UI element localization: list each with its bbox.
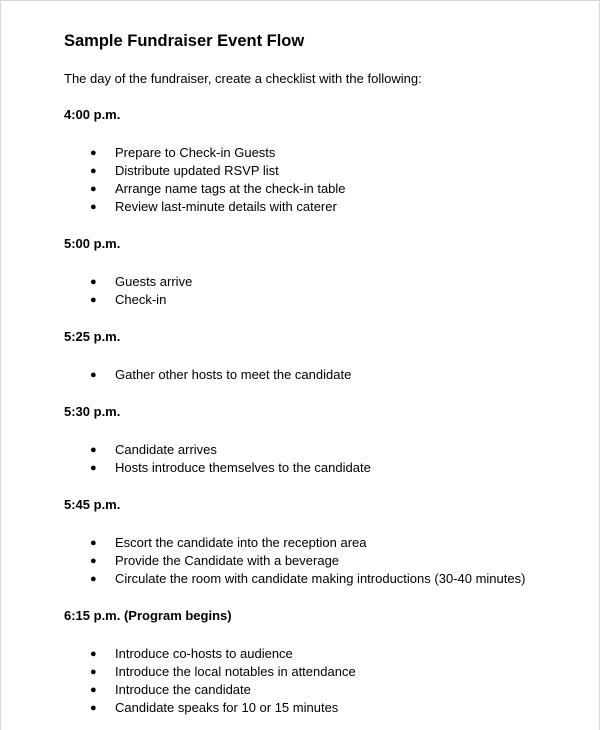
checklist-item-text: Prepare to Check-in Guests [115,145,276,160]
checklist-item [64,441,579,459]
bullet-icon: ● [90,462,97,474]
schedule-section [64,328,579,384]
bullet-icon: ● [90,444,97,456]
schedule-section [64,607,579,717]
checklist [64,534,579,588]
checklist-item [64,273,579,291]
intro-text: The day of the fundraiser, create a checklist with the following: [64,71,422,86]
checklist-item-text: Provide the Candidate with a beverage [115,553,340,568]
checklist-item-text: Review last-minute details with caterer [115,199,337,214]
checklist-item-text: Gather other hosts to meet the candidate [115,367,352,382]
checklist-item-text: Escort the candidate into the reception area [115,535,367,550]
schedule-section [64,496,579,588]
checklist-item-text: Candidate arrives [115,442,217,457]
checklist [64,273,579,309]
checklist-item-text: Introduce the local notables in attendance [115,664,356,679]
bullet-icon: ● [90,702,97,714]
document-content [64,31,579,717]
checklist-item [64,699,579,717]
checklist [64,144,579,216]
bullet-icon: ● [90,294,97,306]
checklist-item-text: Introduce co-hosts to audience [115,646,293,661]
bullet-icon: ● [90,648,97,660]
bullet-icon: ● [90,555,97,567]
checklist-item-text: Hosts introduce themselves to the candidate [115,460,371,475]
checklist-item-text: Check-in [115,292,167,307]
bullet-icon: ● [90,201,97,213]
checklist-item [64,291,579,309]
bullet-icon: ● [90,369,97,381]
section-time: 6:15 p.m. (Program begins) [64,608,232,623]
checklist-item [64,459,579,477]
checklist-item [64,162,579,180]
bullet-icon: ● [90,537,97,549]
checklist-item [64,180,579,198]
checklist-item [64,198,579,216]
checklist-item [64,663,579,681]
section-time: 5:30 p.m. [64,404,121,419]
section-time: 5:45 p.m. [64,497,121,512]
checklist-item-text: Arrange name tags at the check-in table [115,181,346,196]
section-time: 5:00 p.m. [64,236,121,251]
bullet-icon: ● [90,573,97,585]
checklist-item [64,366,579,384]
checklist-item [64,552,579,570]
checklist-item-text: Distribute updated RSVP list [115,163,279,178]
section-time: 4:00 p.m. [64,107,121,122]
checklist-item-text: Guests arrive [115,274,193,289]
bullet-icon: ● [90,165,97,177]
checklist-item [64,570,579,588]
section-time: 5:25 p.m. [64,329,121,344]
checklist-item [64,645,579,663]
bullet-icon: ● [90,684,97,696]
checklist [64,366,579,384]
bullet-icon: ● [90,666,97,678]
checklist [64,645,579,717]
checklist-item-text: Circulate the room with candidate making introductions (30-40 minutes) [115,571,526,586]
schedule-section [64,235,579,309]
bullet-icon: ● [90,147,97,159]
checklist-item [64,534,579,552]
checklist-item [64,144,579,162]
checklist-item-text: Candidate speaks for 10 or 15 minutes [115,700,339,715]
checklist [64,441,579,477]
bullet-icon: ● [90,276,97,288]
checklist-item [64,681,579,699]
document-title: Sample Fundraiser Event Flow [64,32,305,50]
schedule-section [64,403,579,477]
checklist-item-text: Introduce the candidate [115,682,251,697]
bullet-icon: ● [90,183,97,195]
schedule-section [64,106,579,216]
